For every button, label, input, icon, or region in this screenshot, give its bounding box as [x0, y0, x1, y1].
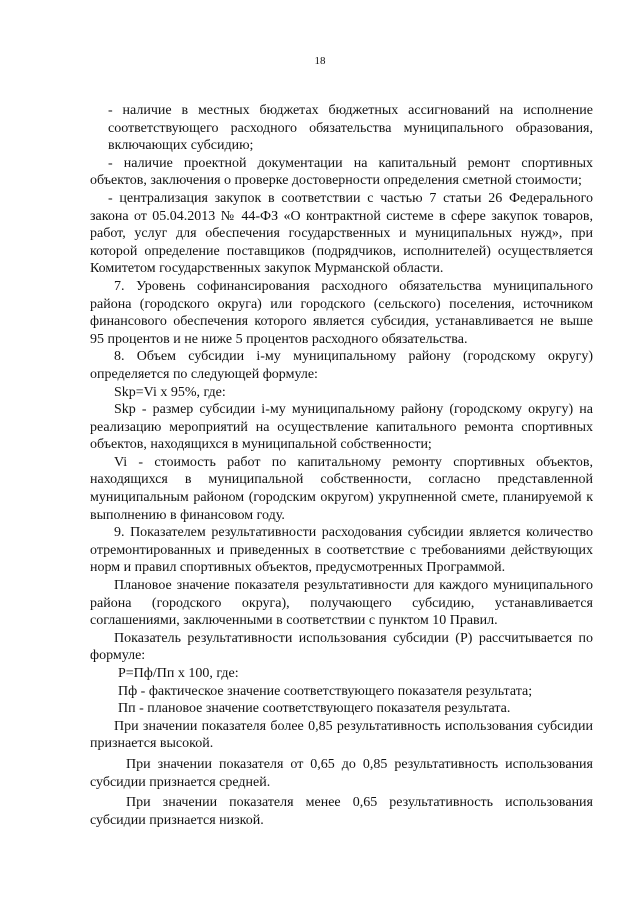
paragraph-vi-definition: [90, 454, 593, 524]
paragraph-procurement: [90, 190, 593, 278]
text-line: субсидии признается низкой.: [90, 812, 264, 828]
text-line: - наличие проектной документации на капитальный ремонт спортивных: [108, 155, 593, 171]
text-line: Пф - фактическое значение соответствующего показателя результата;: [118, 683, 533, 699]
text-line: финансового обеспечения которого является субсидия, устанавливается не выше: [90, 314, 593, 330]
text-line: При значении показателя менее 0,65 результативность использования: [126, 795, 593, 811]
text-line: - централизация закупок в соответствии с частью 7 статьи 26 Федерального: [108, 190, 593, 206]
text-line: При значении показателя от 0,65 до 0,85 результативность использования: [126, 756, 593, 772]
document-body: [90, 102, 593, 829]
text-line: отремонтированных и приведенных в соответствие с требованиями действующих: [90, 542, 593, 558]
text-line: 7. Уровень софинансирования расходного обязательства муниципального: [114, 278, 593, 294]
text-line: Комитетом государственных закупок Мурманской области.: [90, 261, 444, 277]
paragraph-project-documentation: [90, 155, 593, 190]
text-line: находящихся в муниципальной собственности, согласно представленной: [90, 472, 593, 488]
text-line: признается высокой.: [90, 736, 214, 752]
text-line: Skp=Vi x 95%, где:: [114, 384, 226, 400]
paragraph-pp-definition: [90, 700, 593, 718]
text-line: определяется по следующей формуле:: [90, 366, 318, 382]
text-line: Vi - стоимость работ по капитальному ремонту спортивных объектов,: [114, 454, 593, 470]
text-line: включающих субсидию;: [108, 138, 254, 154]
text-line: Пп - плановое значение соответствующего показателя результата.: [118, 701, 511, 717]
formula-skp: [90, 384, 593, 402]
paragraph-item-8: [90, 348, 593, 383]
text-line: реализацию мероприятий на осуществление капитального ремонта спортивных: [90, 419, 593, 435]
formula-p: [90, 665, 593, 683]
text-line: района (городского округа), получающего субсидию, устанавливается: [90, 595, 593, 611]
text-line: норм и правил спортивных объектов, предусмотренных Программой.: [90, 560, 506, 576]
text-line: Skp - размер субсидии i-му муниципальному району (городскому округу) на: [114, 402, 593, 418]
paragraph-pf-definition: [90, 683, 593, 701]
text-line: 9. Показателем результативности расходования субсидии является количество: [114, 525, 593, 541]
text-line: Показатель результативности использования субсидии (Р) рассчитывается по: [114, 630, 593, 646]
text-line: Плановое значение показателя результативности для каждого муниципального: [114, 578, 593, 594]
text-line: При значении показателя более 0,85 результативность использования субсидии: [114, 718, 593, 734]
text-line: муниципальным районом (городским округом) укрупненной смете, планируемой к: [90, 490, 593, 506]
paragraph-low-rating: [90, 794, 593, 829]
paragraph-planned-value: [90, 577, 593, 630]
text-line: закона от 05.04.2013 № 44-ФЗ «О контрактной системе в сфере закупок товаров,: [90, 208, 593, 224]
paragraph-budget-allocations: [90, 102, 593, 155]
text-line: - наличие в местных бюджетах бюджетных ассигнований на исполнение: [108, 103, 593, 118]
text-line: объектов, находящихся в муниципальной собственности;: [90, 437, 432, 453]
text-line: объектов, заключения о проверке достоверности определения сметной стоимости;: [90, 173, 582, 189]
text-line: формуле:: [90, 648, 146, 664]
text-line: соответствующего расходного обязательства муниципального образования,: [108, 120, 593, 136]
text-line: 8. Объем субсидии i-му муниципальному району (городскому округу): [114, 349, 593, 365]
text-line: Р=Пф/Пп х 100, где:: [118, 666, 239, 681]
paragraph-indicator-formula-intro: [90, 630, 593, 665]
page-number: 18: [314, 55, 326, 67]
text-line: выполнению в финансовом году.: [90, 507, 285, 523]
paragraph-item-9: [90, 524, 593, 577]
text-line: субсидии признается средней.: [90, 774, 271, 790]
text-line: работ, услуг для обеспечения государственных и муниципальных нужд», при: [90, 226, 593, 242]
text-line: 95 процентов и не ниже 5 процентов расходного обязательства.: [90, 331, 468, 347]
text-line: района (городского округа) или городского (сельского) поселения, источником: [90, 296, 593, 312]
paragraph-item-7: [90, 278, 593, 348]
paragraph-high-rating: [90, 718, 593, 753]
paragraph-skp-definition: [90, 401, 593, 454]
text-line: которой определение поставщиков (подрядчиков, исполнителей) осуществляется: [90, 243, 593, 259]
paragraph-medium-rating: [90, 756, 593, 791]
text-line: соглашениями, заключенными в соответствии с пунктом 10 Правил.: [90, 613, 498, 629]
